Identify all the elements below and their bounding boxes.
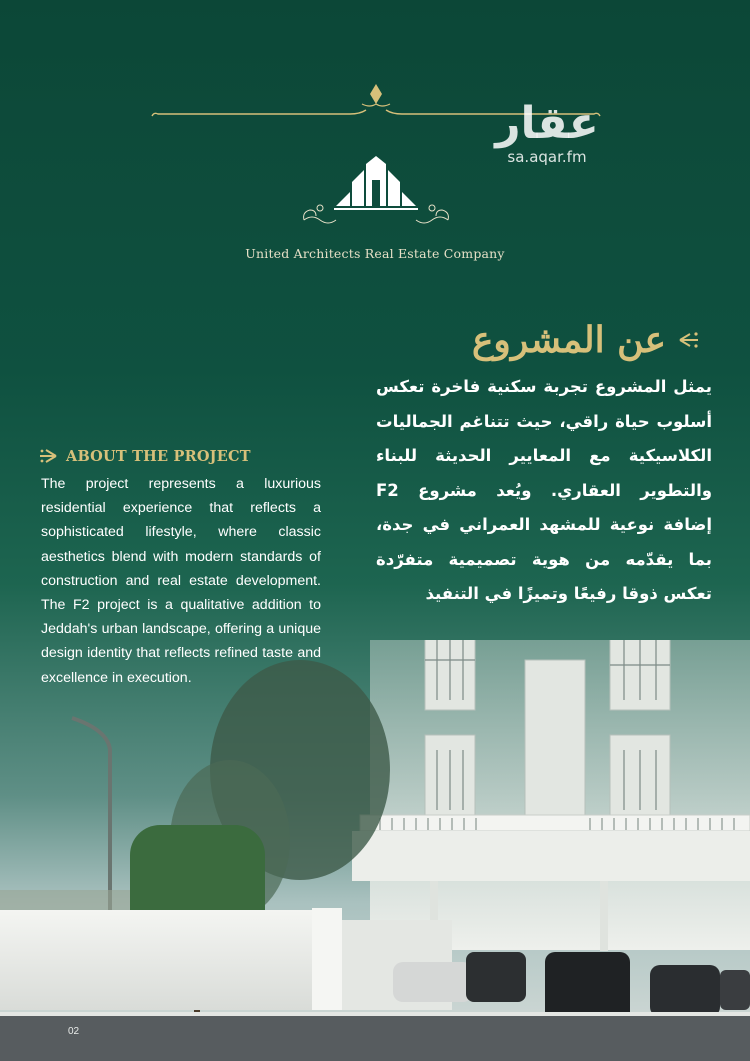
- arrow-icon: [38, 448, 58, 464]
- watermark-brand: عقار: [495, 98, 599, 149]
- company-name: United Architects Real Estate Company: [245, 246, 505, 261]
- arrow-icon: [676, 330, 700, 350]
- project-rendering-image: [0, 640, 750, 1061]
- about-title-en: ABOUT THE PROJECT: [66, 447, 251, 465]
- about-body-ar: يمثل المشروع تجربة سكنية فاخرة تعكس أسلوب حياة راقي، حيث تتناغم الجماليات الكلاسيكية مع المعايير الحديثة للبناء والتطوير العقاري. ويُعد مشروع F2 إضافة نوعية للمشهد العمراني في جدة، بما يقدّمه من هوية تصميمية متفرّدة تعكس ذوقا رفيعًا وتميزًا في التنفيذ: [376, 377, 712, 603]
- company-logo: [300, 150, 452, 240]
- about-heading-ar: [472, 312, 700, 368]
- aqar-watermark: [490, 100, 604, 166]
- about-body-en: The project represents a luxurious residential experience that reflects a sophisticated lifestyle, where classic aesthetics blend with modern standards of construction and real estate development. The F2 project is a qualitative addition to Jeddah's urban landscape, offering a unique design identity that reflects refined taste and excellence in execution.: [41, 476, 321, 686]
- page-number: 02: [68, 1026, 80, 1037]
- about-heading-en: [38, 444, 251, 468]
- about-title-ar: عن المشروع: [471, 319, 666, 361]
- watermark-url: sa.aqar.fm: [507, 148, 587, 166]
